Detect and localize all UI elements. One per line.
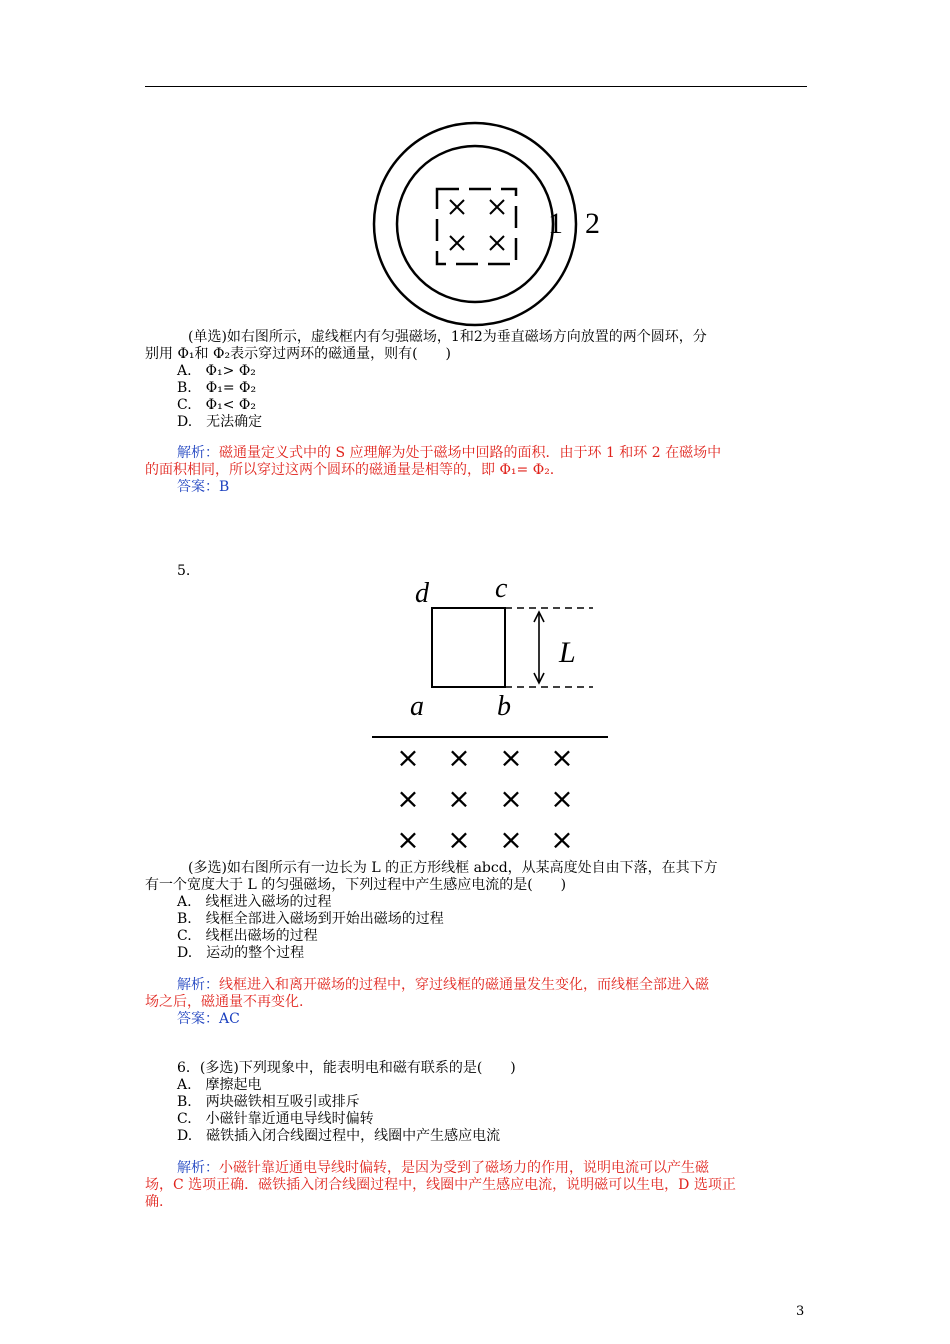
cross: × (447, 782, 471, 815)
q5-option-d: D. 运动的整个过程 (177, 945, 305, 961)
q5-analysis-line2: 场之后，磁通量不再变化. (145, 994, 304, 1010)
header-rule (145, 86, 807, 87)
square-frame-figure (365, 570, 615, 860)
q5-option-a: A. 线框进入磁场的过程 (177, 894, 332, 910)
cross: × (396, 782, 420, 815)
q4-option-d: D. 无法确定 (177, 414, 263, 430)
q4-analysis-line2: 的面积相同，所以穿过这两个圆环的磁通量是相等的，即 Φ₁= Φ₂. (145, 462, 555, 478)
q5-number: 5. (177, 563, 191, 579)
q6-option-d: D. 磁铁插入闭合线圈过程中，线圈中产生感应电流 (177, 1128, 501, 1144)
square-frame (432, 608, 505, 687)
q6-analysis-text1: 小磁针靠近通电导线时偏转，是因为受到了磁场力的作用，说明电流可以产生磁 (219, 1160, 709, 1176)
q6-option-a: A. 摩擦起电 (177, 1077, 262, 1093)
q4-analysis-label: 解析： (177, 445, 219, 461)
rings-figure (370, 120, 640, 330)
q5-analysis-text1: 线框进入和离开磁场的过程中，穿过线框的磁通量发生变化，而线框全部进入磁 (219, 977, 709, 993)
q5-option-b: B. 线框全部进入磁场到开始出磁场的过程 (177, 911, 444, 927)
q6-analysis-line1 (177, 1160, 709, 1177)
q6-analysis-line2: 场，C 选项正确．磁铁插入闭合线圈过程中，线圈中产生感应电流，说明磁可以生电，D 选项正 (145, 1177, 736, 1193)
field-crosses (450, 200, 504, 250)
q4-answer: 答案：B (177, 479, 230, 495)
ring-label-2: 2 (585, 207, 600, 240)
vertex-label-d: d (415, 578, 429, 609)
q5-option-c: C. 线框出磁场的过程 (177, 928, 318, 944)
q5-stem-line2: 有一个宽度大于 L 的匀强磁场，下列过程中产生感应电流的是( ) (145, 877, 567, 893)
q4-analysis-line1 (177, 445, 721, 462)
q4-stem-line1: (单选)如右图所示，虚线框内有匀强磁场，1和2为垂直磁场方向放置的两个圆环，分 (188, 329, 707, 345)
ring-2 (374, 123, 576, 325)
q5-analysis-label: 解析： (177, 977, 219, 993)
page-number: 3 (796, 1304, 805, 1319)
q6-analysis-line3: 确. (145, 1194, 164, 1210)
q5-answer: 答案：AC (177, 1011, 240, 1027)
q4-option-a: A. Φ₁> Φ₂ (177, 363, 256, 379)
ring-1 (397, 146, 553, 302)
q5-analysis-line1 (177, 977, 709, 994)
cross: × (499, 823, 523, 856)
ring-label-1: 1 (548, 207, 563, 240)
cross: × (447, 823, 471, 856)
field-crosses (396, 741, 573, 856)
q4-analysis-text1: 磁通量定义式中的 S 应理解为处于磁场中回路的面积．由于环 1 和环 2 在磁场中 (219, 445, 722, 461)
q6-option-c: C. 小磁针靠近通电导线时偏转 (177, 1111, 374, 1127)
length-label-L: L (559, 636, 576, 669)
cross: × (447, 741, 471, 774)
cross: × (550, 823, 574, 856)
q5-stem-line1: (多选)如右图所示有一边长为 L 的正方形线框 abcd，从某高度处自由下落，在其下方 (188, 860, 718, 876)
cross: × (499, 782, 523, 815)
cross: × (550, 741, 574, 774)
cross: × (396, 741, 420, 774)
cross: × (550, 782, 574, 815)
q6-analysis-label: 解析： (177, 1160, 219, 1176)
vertex-label-b: b (497, 691, 511, 722)
vertex-label-c: c (495, 573, 508, 604)
q4-option-b: B. Φ₁= Φ₂ (177, 380, 257, 396)
q6-stem: 6．(多选)下列现象中，能表明电和磁有联系的是( ) (177, 1060, 516, 1076)
vertex-label-a: a (410, 691, 424, 722)
q6-option-b: B. 两块磁铁相互吸引或排斥 (177, 1094, 360, 1110)
cross: × (396, 823, 420, 856)
q4-stem-line2: 别用 Φ₁和 Φ₂表示穿过两环的磁通量，则有( ) (145, 346, 452, 362)
cross: × (499, 741, 523, 774)
q4-option-c: C. Φ₁< Φ₂ (177, 397, 257, 413)
